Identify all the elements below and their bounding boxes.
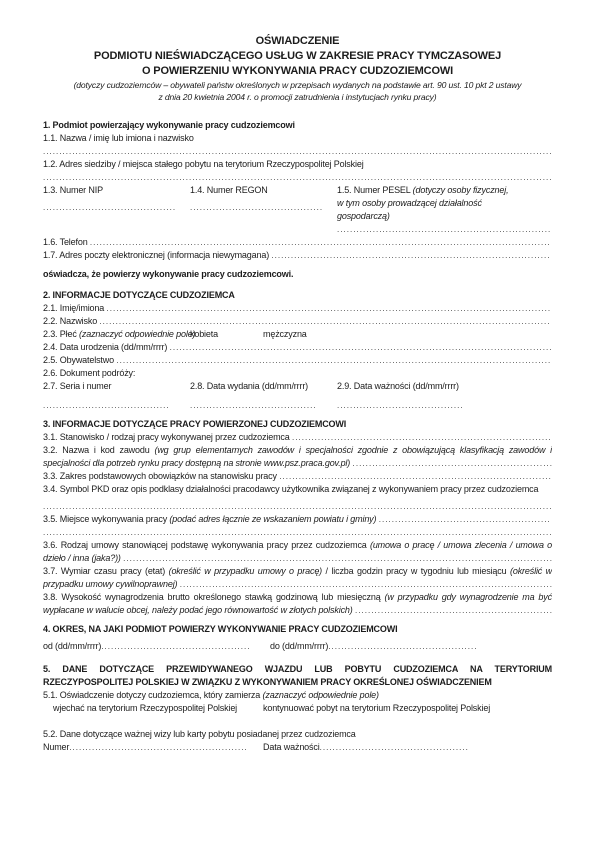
field-2-1-label: 2.1. Imię/imiona — [43, 303, 107, 313]
field-3-6-row[interactable] — [43, 539, 552, 565]
field-3-8-label: 3.8. Wysokość wynagrodzenia brutto określonego stawką godzinową lub miesięczną — [43, 592, 381, 602]
field-5-1-label: 5.1. Oświadczenie dotyczy cudzoziemca, który zamierza — [43, 690, 261, 700]
field-3-5-row[interactable] — [43, 513, 552, 526]
field-2-9-input-line[interactable] — [337, 399, 465, 412]
field-3-6-label: 3.6. Rodzaj umowy stanowiącej podstawę wykonywania pracy przez cudzoziemca — [43, 540, 367, 550]
sex-option-female[interactable]: kobieta — [190, 329, 218, 339]
visa-number-label: Numer — [43, 742, 70, 752]
field-1-2-input-line[interactable] — [43, 171, 552, 184]
field-5-1-note: (zaznaczyć odpowiednie pole) — [262, 690, 379, 700]
field-1-5-note-line1: (dotyczy osoby fizycznej, — [412, 185, 509, 195]
period-from-label: od (dd/mm/rrrr) — [43, 641, 102, 651]
period-from-input-line[interactable] — [101, 640, 250, 653]
field-1-7-label: 1.7. Adres poczty elektronicznej (informacja niewymagana) — [43, 250, 272, 260]
field-2-3-label: 2.3. Płeć — [43, 329, 77, 339]
nip-regon-pesel-row — [43, 184, 552, 236]
field-3-5-note: (podać adres łącznie ze wskazaniem powiatu i gminy) — [169, 514, 379, 524]
visa-validity-input-line[interactable] — [320, 741, 470, 754]
field-2-9-label: 2.9. Data ważności (dd/mm/rrrr) — [337, 381, 459, 391]
field-1-6-row[interactable] — [43, 236, 552, 249]
field-2-1-row[interactable] — [43, 302, 552, 315]
section5-heading: 5. DANE DOTYCZĄCE PRZEWIDYWANEGO WJAZDU LUB POBYTU CUDZOZIEMCA NA TERYTORIUM RZECZYPOSPOLITEJ POLSKIEJ W ZWIĄZKU Z WYKONYWANIEM PRACY OKREŚLONEJ OŚWIADCZENIEM — [43, 664, 552, 687]
field-1-5-note-line3: gospodarczą) — [337, 211, 390, 221]
form-header — [43, 34, 552, 103]
field-2-7-label: 2.7. Seria i numer — [43, 381, 112, 391]
field-1-1-label: 1.1. Nazwa / imię lub imiona i nazwisko — [43, 133, 194, 143]
field-3-2-label: 3.2. Nazwa i kod zawodu — [43, 445, 150, 455]
field-3-5-label: 3.5. Miejsce wykonywania pracy — [43, 514, 168, 524]
field-3-7-row[interactable] — [43, 565, 552, 591]
field-1-4-cell — [190, 184, 337, 236]
form-title-line1: OŚWIADCZENIE — [255, 35, 340, 47]
field-3-8-note: (w przypadku gdy wynagrodzenie ma być wypłacane w walucie obcej, należy podać jego równowartość w złotych polskich) — [43, 592, 552, 615]
field-5-2-label: 5.2. Dane dotyczące ważnej wizy lub karty pobytu posiadanej przez cudzoziemca — [43, 729, 356, 739]
declaration-statement: oświadcza, że powierzy wykonywanie pracy cudzoziemcowi. — [43, 269, 294, 279]
period-to-input-line[interactable] — [328, 640, 477, 653]
field-1-5-label: 1.5. Numer PESEL — [337, 185, 411, 195]
field-2-4-row[interactable] — [43, 341, 552, 354]
field-1-1-input-line[interactable] — [43, 145, 552, 158]
field-3-5-input-line[interactable] — [43, 526, 552, 539]
field-2-7-input-line[interactable] — [43, 399, 171, 412]
field-2-8-input-line[interactable] — [190, 399, 318, 412]
field-1-3-input-line[interactable] — [43, 201, 177, 214]
section4-heading: 4. OKRES, NA JAKI PODMIOT POWIERZY WYKONYWANIE PRACY CUDZOZIEMCOWI — [43, 624, 398, 634]
option-enter-territory[interactable]: wjechać na terytorium Rzeczypospolitej Polskiej — [53, 703, 238, 713]
field-3-4-input-line[interactable] — [43, 500, 552, 513]
field-5-1-row — [43, 689, 552, 702]
field-1-5-input-line[interactable] — [337, 223, 552, 236]
field-2-9-cell — [337, 380, 552, 412]
field-2-2-label: 2.2. Nazwisko — [43, 316, 100, 326]
period-to-label: do (dd/mm/rrrr) — [270, 641, 329, 651]
field-3-6-note: (umowa o pracę / umowa zlecenia / umowa o dzieło / inna (jaka?)) — [43, 540, 552, 563]
field-3-1-label: 3.1. Stanowisko / rodzaj pracy wykonywanej przez cudzoziemca — [43, 432, 292, 442]
field-1-6-label: 1.6. Telefon — [43, 237, 90, 247]
field-1-2-label: 1.2. Adres siedziby / miejsca stałego pobytu na terytorium Rzeczypospolitej Polskiej — [43, 159, 364, 169]
option-continue-stay[interactable]: kontynuować pobyt na terytorium Rzeczypospolitej Polskiej — [263, 703, 491, 713]
field-3-7-label-a: 3.7. Wymiar czasu pracy (etat) — [43, 566, 166, 576]
field-3-3-label: 3.3. Zakres podstawowych obowiązków na stanowisku pracy — [43, 471, 280, 481]
period-row — [43, 640, 552, 653]
field-2-5-row[interactable] — [43, 354, 552, 367]
form-title-line2: PODMIOTU NIEŚWIADCZĄCEGO USŁUG W ZAKRESIE PRACY TYMCZASOWEJ — [93, 50, 502, 62]
field-2-4-label: 2.4. Data urodzenia (dd/mm/rrrr) — [43, 342, 170, 352]
field-3-4-label: 3.4. Symbol PKD oraz opis podklasy działalności pracodawcy użytkownika związanej z wykonywaniem pracy przez cudzoziemca — [43, 484, 539, 494]
field-2-8-cell — [190, 380, 337, 412]
field-1-5-cell — [337, 184, 552, 236]
field-3-3-row[interactable] — [43, 470, 552, 483]
form-subtitle-line2: z dnia 20 kwietnia 2004 r. o promocji zatrudnienia i instytucjach rynku pracy) — [158, 92, 437, 102]
field-3-7-note1: (określić w przypadku umowy o pracę) — [168, 566, 323, 576]
field-3-1-row[interactable] — [43, 431, 552, 444]
field-1-4-label: 1.4. Numer REGON — [190, 185, 268, 195]
sex-option-male[interactable]: mężczyzna — [263, 329, 307, 339]
field-2-6-label: 2.6. Dokument podróży: — [43, 368, 136, 378]
field-2-3-row — [43, 328, 552, 341]
field-2-2-row[interactable] — [43, 315, 552, 328]
section2-heading: 2. INFORMACJE DOTYCZĄCE CUDZOZIEMCA — [43, 290, 235, 300]
form-subtitle-line1: (dotyczy cudzoziemców – obywateli państw określonych w przepisach wydanych na podstawie art. 90 ust. 10 pkt 2 ustawy — [73, 80, 522, 90]
visa-number-input-line[interactable] — [69, 741, 248, 754]
form-title-line3: O POWIERZENIU WYKONYWANIA PRACY CUDZOZIEMCOWI — [141, 65, 454, 77]
field-1-4-input-line[interactable] — [190, 201, 324, 214]
section3-heading: 3. INFORMACJE DOTYCZĄCE PRACY POWIERZONEJ CUDZOZIEMCOWI — [43, 419, 347, 429]
entry-options-row — [43, 702, 552, 728]
field-3-7-label-b: / liczba godzin pracy w tygodniu lub miesiącu — [325, 566, 507, 576]
section1-heading: 1. Podmiot powierzający wykonywanie pracy cudzoziemcowi — [43, 120, 295, 130]
field-1-3-cell — [43, 184, 190, 236]
field-1-7-row[interactable] — [43, 249, 552, 262]
field-1-5-note-line2: w tym osoby prowadzącej działalność — [337, 198, 482, 208]
field-2-7-cell — [43, 380, 190, 412]
field-1-3-label: 1.3. Numer NIP — [43, 185, 103, 195]
field-3-7-note2: (określić w przypadku umowy cywilnoprawnej) — [43, 566, 552, 589]
field-3-8-row[interactable] — [43, 591, 552, 617]
field-3-2-note: (wg grup elementarnych zawodów i specjalności zgodnie z obowiązującą klasyfikacją zawodów i specjalności dla potrzeb rynku pracy dostępną na stronie www.psz.praca.gov.pl) — [43, 445, 552, 468]
field-3-2-row[interactable] — [43, 444, 552, 470]
visa-validity-label: Data ważności — [263, 742, 320, 752]
visa-row — [43, 741, 552, 754]
travel-document-row — [43, 380, 552, 412]
field-2-8-label: 2.8. Data wydania (dd/mm/rrrr) — [190, 381, 309, 391]
field-2-3-note: (zaznaczyć odpowiednie pole) — [79, 329, 196, 339]
field-2-5-label: 2.5. Obywatelstwo — [43, 355, 117, 365]
